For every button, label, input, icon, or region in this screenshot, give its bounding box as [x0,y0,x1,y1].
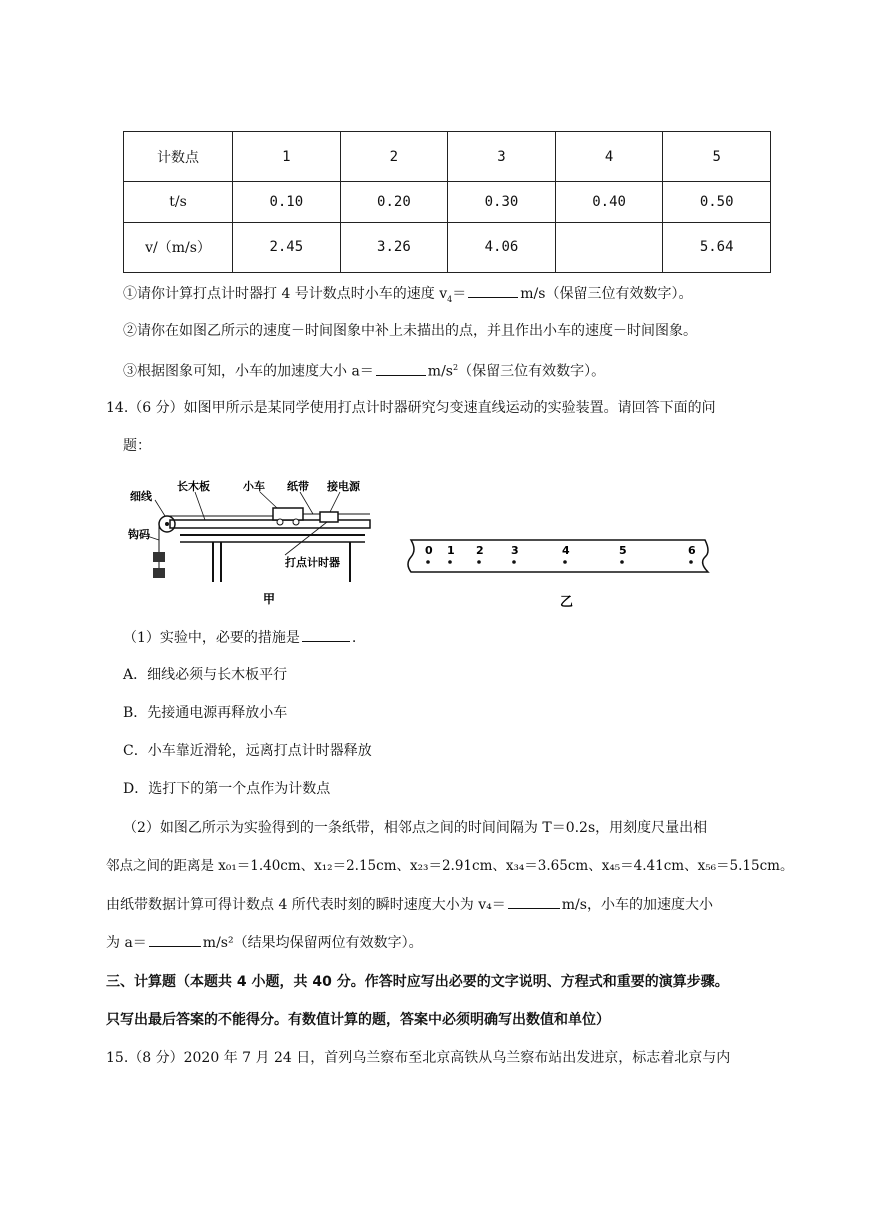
table-cell: 0.20 [340,182,448,223]
dot-label: 0 [425,544,433,557]
q14-sub2-line3-text: 由纸带数据计算可得计数点 4 所代表时刻的瞬时速度大小为 v₄＝ [106,897,506,913]
table-cell: 3 [448,132,556,182]
q14-sub2-line2: 邻点之间的距离是 x₀₁＝1.40cm、x₁₂＝2.15cm、x₂₃＝2.91cm、x₃₄＝3.65cm、x₄₅＝4.41cm、x₅₆＝5.15cm。 [106,858,794,874]
table-row [124,132,771,182]
table-cell: 5 [663,132,771,182]
dot-label: 3 [511,544,519,557]
table-cell: 2.45 [233,222,341,272]
label-thread: 细线 [130,490,152,503]
table-cell: 0.30 [448,182,556,223]
table-row [124,222,771,272]
dot-label: 4 [562,544,570,557]
table-cell: 0.40 [555,182,663,223]
table-cell: 4 [555,132,663,182]
tape-figure [405,530,715,612]
option-a: A．细线必须与长木板平行 [123,667,288,683]
answer-blank[interactable] [376,361,426,376]
table-cell: 2 [340,132,448,182]
table-row [124,182,771,223]
q14-sub2-line1: （2）如图乙所示为实验得到的一条纸带，相邻点之间的时间间隔为 T＝0.2s，用刻度尺量出相 [123,820,708,836]
q14-sub2-line3 [106,894,713,915]
section-3-heading-line1: 三、计算题（本题共 4 小题，共 40 分。作答时应写出必要的文字说明、方程式和重要的演算步骤。 [106,974,729,990]
superscript: 2 [452,363,459,372]
caption-yi: 乙 [560,595,574,610]
table-cell: v/（m/s） [124,222,233,272]
table-cell: 0.10 [233,182,341,223]
q13-part3 [123,358,605,382]
q15-stem-line1: 15.（8 分）2020 年 7 月 24 日，首列乌兰察布至北京高铁从乌兰察布站出发进京，标志着北京与内 [106,1050,731,1066]
caption-jia: 甲 [263,592,276,606]
table-cell: 计数点 [124,132,233,182]
option-d: D．选打下的第一个点作为计数点 [123,781,331,797]
answer-blank[interactable] [508,894,560,909]
dot-label: 1 [447,544,455,557]
label-cart: 小车 [243,480,265,493]
dot-label: 5 [619,544,627,557]
answer-blank[interactable] [468,283,518,298]
table-cell: 1 [233,132,341,182]
option-c: C．小车靠近滑轮，远离打点计时器释放 [123,743,372,759]
table-cell [555,222,663,272]
q13-part1-eq: ＝ [452,286,467,302]
q13-part3-unit: m/s [427,363,453,380]
dot-label: 2 [476,544,484,557]
q13-part3-text: ③根据图象可知，小车的加速度大小 a＝ [123,363,374,380]
label-power: 接电源 [327,480,360,493]
q14-stem-line2: 题： [123,438,151,454]
label-board: 长木板 [177,480,210,493]
q14-sub1 [123,627,356,648]
section-3-heading-line2: 只写出最后答案的不能得分。有数值计算的题，答案中必须明确写出数值和单位） [106,1012,610,1028]
subscript: 4 [447,294,453,304]
table-cell: t/s [124,182,233,223]
label-timer: 打点计时器 [285,556,340,569]
q14-sub2-line3-unit: m/s，小车的加速度大小 [561,897,713,913]
q14-sub2-line4-unit: m/s²（结果均保留两位有效数字）。 [202,935,423,951]
table-cell: 0.50 [663,182,771,223]
q13-part1 [123,283,692,310]
apparatus-figure [125,470,380,610]
data-table [123,131,771,273]
option-b: B．先接通电源再释放小车 [123,705,288,721]
label-weight: 钩码 [128,528,150,541]
label-tape: 纸带 [287,480,309,493]
q13-part1-text: ①请你计算打点计时器打 4 号计数点时小车的速度 v [123,286,448,302]
q13-part3-note: （保留三位有效数字）。 [458,363,606,380]
q14-sub1-end: . [351,630,357,646]
q14-stem-line1: 14.（6 分）如图甲所示是某同学使用打点计时器研究匀变速直线运动的实验装置。请回答下面的问 [106,400,716,416]
q13-part2: ②请你在如图乙所示的速度－时间图象中补上未描出的点，并且作出小车的速度－时间图象。 [123,323,697,339]
table-cell: 4.06 [448,222,556,272]
table-cell: 5.64 [663,222,771,272]
q14-sub1-text: （1）实验中，必要的措施是 [123,630,300,646]
q14-sub2-line4-text: 为 a＝ [106,935,147,951]
q14-sub2-line4 [106,932,423,953]
answer-blank[interactable] [149,932,201,947]
dot-label: 6 [688,544,696,557]
table-cell: 3.26 [340,222,448,272]
answer-blank[interactable] [302,627,350,642]
q13-part1-unit: m/s（保留三位有效数字）。 [520,286,693,302]
